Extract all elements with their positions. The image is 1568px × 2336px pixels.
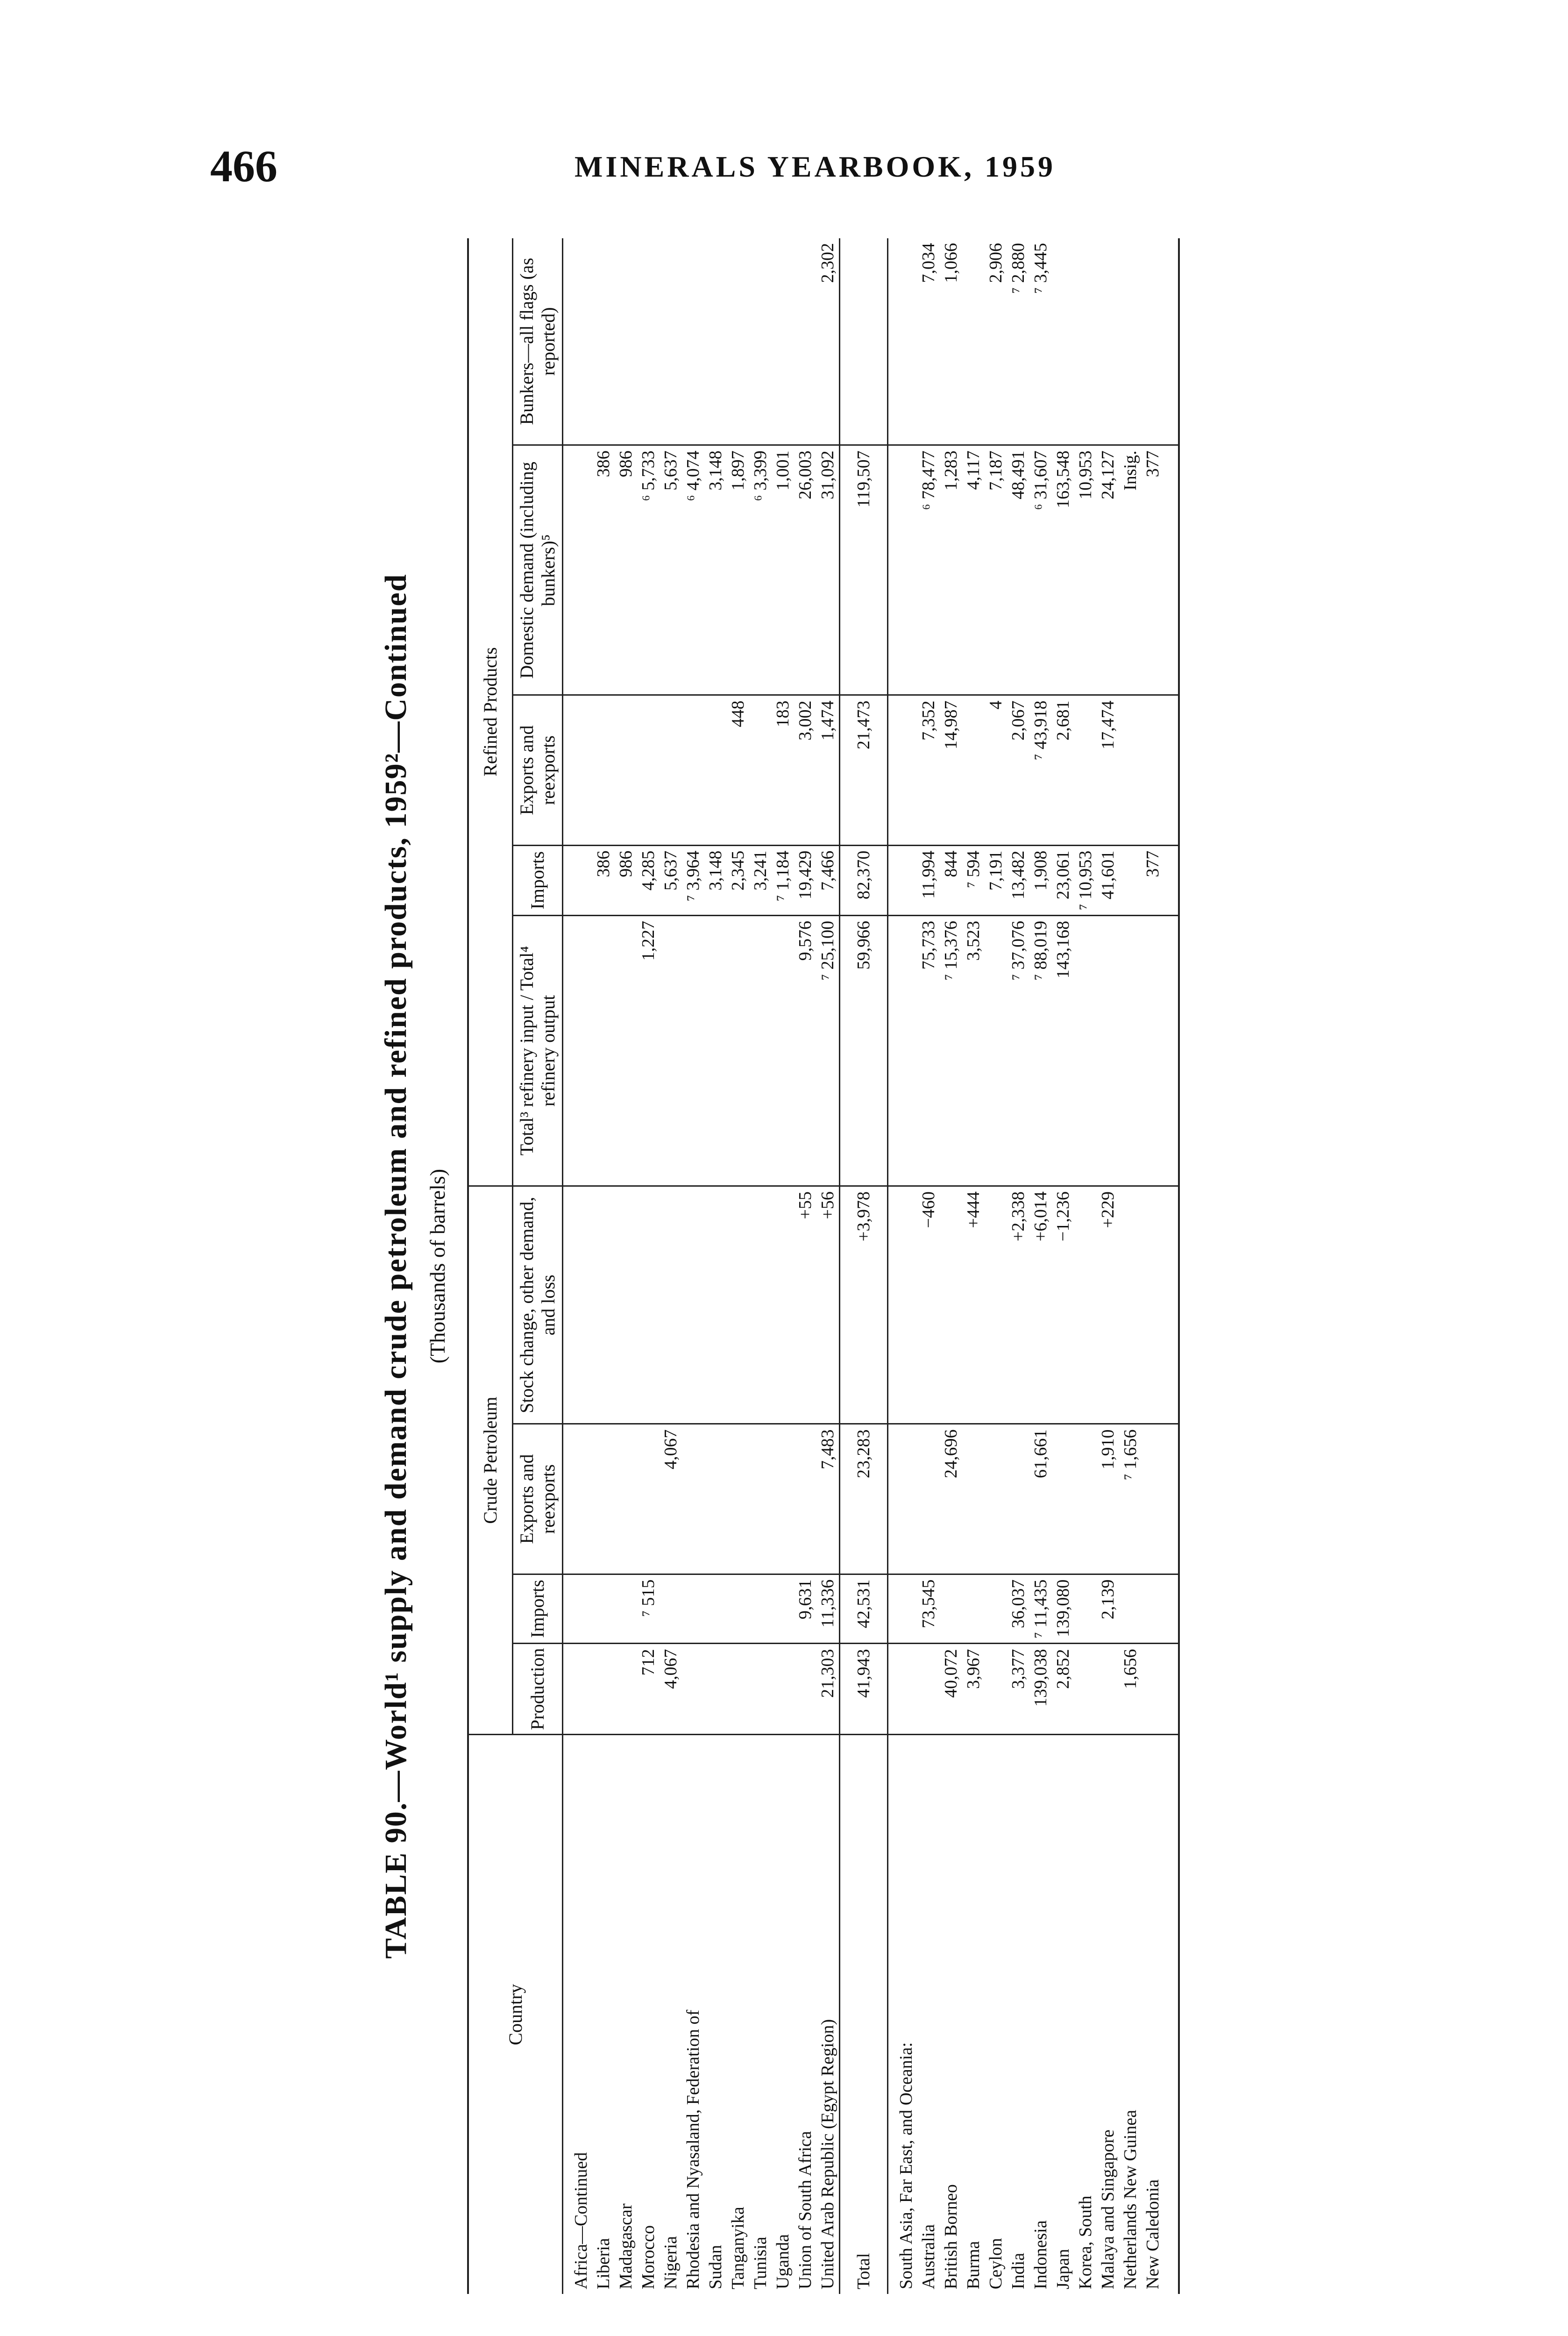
- value-cell: +229: [1097, 1186, 1119, 1424]
- table-units: (Thousands of barrels): [426, 1168, 449, 1364]
- value-cell: −460: [917, 1186, 940, 1424]
- country-cell: United Arab Republic (Egypt Region): [818, 2019, 837, 2289]
- value-cell: [749, 1424, 772, 1574]
- value-cell: [615, 238, 637, 445]
- value-cell: 11,336: [816, 1574, 840, 1644]
- value-cell: [794, 1424, 816, 1574]
- empty-cell: [888, 445, 918, 695]
- value-cell: ⁷ 88,019: [1029, 915, 1052, 1186]
- value-cell: 4: [985, 695, 1007, 845]
- value-cell: [704, 1644, 727, 1735]
- value-cell: [727, 1644, 749, 1735]
- value-cell: 986: [615, 445, 637, 695]
- country-cell: Morocco: [639, 2225, 658, 2289]
- value-cell: 7,483: [816, 1424, 840, 1574]
- value-cell: 1,227: [637, 915, 660, 1186]
- value-cell: 1,474: [816, 695, 840, 845]
- value-cell: [1074, 695, 1097, 845]
- value-cell: [727, 1186, 749, 1424]
- empty-cell: [888, 1186, 918, 1424]
- country-cell: Tanganyika: [728, 2207, 748, 2289]
- country-cell: Total: [840, 1735, 888, 2294]
- column-header: Exports and reexports: [513, 695, 563, 845]
- value-cell: [704, 238, 727, 445]
- value-cell: ⁷ 3,964: [682, 845, 704, 915]
- value-cell: +55: [794, 1186, 816, 1424]
- empty-cell: [563, 1424, 593, 1574]
- value-cell: [660, 695, 682, 845]
- value-cell: 11,994: [917, 845, 940, 915]
- value-cell: [962, 1424, 985, 1574]
- value-cell: [1142, 1424, 1179, 1574]
- value-cell: [682, 695, 704, 845]
- table-row: [1074, 238, 1097, 2294]
- value-cell: [1142, 1574, 1179, 1644]
- table-row: [1029, 238, 1052, 2294]
- value-cell: +56: [816, 1186, 840, 1424]
- value-cell: +2,338: [1007, 1186, 1029, 1424]
- value-cell: [1119, 695, 1142, 845]
- country-cell: Sudan: [706, 2245, 725, 2289]
- value-cell: 31,092: [816, 445, 840, 695]
- value-cell: [1119, 915, 1142, 1186]
- empty-cell: [563, 915, 593, 1186]
- empty-cell: [888, 1574, 918, 1644]
- value-cell: 386: [592, 845, 615, 915]
- empty-cell: [888, 1644, 918, 1735]
- country-cell: Netherlands New Guinea: [1121, 2109, 1140, 2289]
- value-cell: [592, 1644, 615, 1735]
- value-cell: [940, 1574, 962, 1644]
- table-title: TABLE 90.—World¹ supply and demand crude petroleum and refined products, 1959²—Continued: [379, 573, 413, 1959]
- value-cell: 3,377: [1007, 1644, 1029, 1735]
- value-cell: 986: [615, 845, 637, 915]
- country-cell: Madagascar: [616, 2203, 636, 2289]
- value-cell: [637, 238, 660, 445]
- value-cell: ⁷ 515: [637, 1574, 660, 1644]
- empty-cell: [563, 1644, 593, 1735]
- value-cell: ⁷ 15,376: [940, 915, 962, 1186]
- value-cell: ⁷ 11,435: [1029, 1574, 1052, 1644]
- country-cell: Union of South Africa: [795, 2131, 815, 2289]
- value-cell: 1,283: [940, 445, 962, 695]
- value-cell: 1,066: [940, 238, 962, 445]
- value-cell: [962, 238, 985, 445]
- table-row: [1119, 238, 1142, 2294]
- value-cell: 143,168: [1052, 915, 1074, 1186]
- country-column-header: Country: [468, 1735, 563, 2294]
- value-cell: 7,034: [917, 238, 940, 445]
- country-cell: Rhodesia and Nyasaland, Federation of: [683, 2009, 703, 2289]
- value-cell: [749, 1186, 772, 1424]
- empty-cell: [888, 238, 918, 445]
- value-cell: [772, 238, 794, 445]
- value-cell: [615, 1574, 637, 1644]
- value-cell: [1119, 1186, 1142, 1424]
- value-cell: [985, 1424, 1007, 1574]
- country-cell: Nigeria: [661, 2236, 681, 2289]
- column-header: Imports: [513, 1574, 563, 1644]
- country-cell: Australia: [919, 2224, 938, 2289]
- value-cell: 14,987: [940, 695, 962, 845]
- value-cell: −1,236: [1052, 1186, 1074, 1424]
- table-row: [592, 238, 615, 2294]
- value-cell: [840, 238, 888, 445]
- empty-cell: [888, 1424, 918, 1574]
- value-cell: 7,187: [985, 445, 1007, 695]
- value-cell: [592, 1424, 615, 1574]
- value-cell: [660, 1574, 682, 1644]
- value-cell: 13,482: [1007, 845, 1029, 915]
- total-row: [840, 238, 888, 2294]
- value-cell: ⁶ 78,477: [917, 445, 940, 695]
- empty-cell: [888, 845, 918, 915]
- value-cell: 2,302: [816, 238, 840, 445]
- value-cell: 7,191: [985, 845, 1007, 915]
- value-cell: [749, 915, 772, 1186]
- value-cell: 24,696: [940, 1424, 962, 1574]
- value-cell: [1074, 1644, 1097, 1735]
- value-cell: 3,967: [962, 1644, 985, 1735]
- value-cell: 26,003: [794, 445, 816, 695]
- value-cell: ⁷ 594: [962, 845, 985, 915]
- column-header: Imports: [513, 845, 563, 915]
- value-cell: ⁶ 4,074: [682, 445, 704, 695]
- value-cell: 3,523: [962, 915, 985, 1186]
- value-cell: +3,978: [840, 1186, 888, 1424]
- empty-cell: [563, 695, 593, 845]
- crude-petroleum-group-header: Crude Petroleum: [468, 1186, 513, 1735]
- value-cell: [727, 1574, 749, 1644]
- country-cell: Uganda: [773, 2234, 793, 2289]
- country-cell: Indonesia: [1031, 2220, 1050, 2289]
- rotated-table-container: [378, 238, 1327, 2294]
- value-cell: [682, 1644, 704, 1735]
- value-cell: 2,852: [1052, 1644, 1074, 1735]
- value-cell: [1074, 1186, 1097, 1424]
- value-cell: [592, 1574, 615, 1644]
- value-cell: [962, 695, 985, 845]
- table-row: [794, 238, 816, 2294]
- value-cell: [749, 1644, 772, 1735]
- value-cell: [682, 1424, 704, 1574]
- value-cell: 844: [940, 845, 962, 915]
- table-row: [615, 238, 637, 2294]
- value-cell: [962, 1574, 985, 1644]
- value-cell: 4,067: [660, 1644, 682, 1735]
- table-row: [1097, 238, 1119, 2294]
- value-cell: ⁷ 43,918: [1029, 695, 1052, 845]
- value-cell: [772, 1574, 794, 1644]
- value-cell: 61,661: [1029, 1424, 1052, 1574]
- value-cell: 9,576: [794, 915, 816, 1186]
- value-cell: [592, 238, 615, 445]
- country-cell: Japan: [1053, 2249, 1073, 2289]
- value-cell: [637, 1186, 660, 1424]
- value-cell: 2,345: [727, 845, 749, 915]
- value-cell: [660, 915, 682, 1186]
- value-cell: 41,601: [1097, 845, 1119, 915]
- empty-cell: [563, 845, 593, 915]
- refined-products-group-header: Refined Products: [468, 238, 513, 1186]
- value-cell: 1,001: [772, 445, 794, 695]
- table-row: [1007, 238, 1029, 2294]
- value-cell: [1142, 915, 1179, 1186]
- value-cell: [1142, 1186, 1179, 1424]
- country-cell: Ceylon: [986, 2238, 1006, 2289]
- column-header: Bunkers—all flags (as reported): [513, 238, 563, 445]
- value-cell: +6,014: [1029, 1186, 1052, 1424]
- value-cell: [1097, 238, 1119, 445]
- table-row: [917, 238, 940, 2294]
- value-cell: 3,241: [749, 845, 772, 915]
- table-row: [637, 238, 660, 2294]
- value-cell: [1119, 238, 1142, 445]
- value-cell: [592, 1186, 615, 1424]
- running-head: MINERALS YEARBOOK, 1959: [575, 150, 1056, 183]
- section-title: Africa—Continued: [571, 2152, 591, 2289]
- value-cell: [704, 1574, 727, 1644]
- country-cell: Malaya and Singapore: [1098, 2129, 1118, 2289]
- value-cell: [1007, 1424, 1029, 1574]
- value-cell: 9,631: [794, 1574, 816, 1644]
- table-row: [816, 238, 840, 2294]
- value-cell: [704, 915, 727, 1186]
- value-cell: [1142, 695, 1179, 845]
- value-cell: [682, 238, 704, 445]
- value-cell: ⁷ 37,076: [1007, 915, 1029, 1186]
- column-header: Total³ refinery input / Total⁴ refinery output: [513, 915, 563, 1186]
- section-title: South Asia, Far East, and Oceania:: [896, 2042, 916, 2289]
- value-cell: 42,531: [840, 1574, 888, 1644]
- page-header: [0, 140, 1568, 196]
- empty-cell: [888, 695, 918, 845]
- section-header-row: [888, 238, 918, 2294]
- country-cell: British Borneo: [941, 2184, 961, 2289]
- value-cell: 1,897: [727, 445, 749, 695]
- country-cell: New Caledonia: [1142, 1735, 1179, 2294]
- country-cell: Liberia: [594, 2238, 613, 2289]
- column-header: Production: [513, 1644, 563, 1735]
- value-cell: 3,148: [704, 845, 727, 915]
- value-cell: [985, 1574, 1007, 1644]
- value-cell: 40,072: [940, 1644, 962, 1735]
- value-cell: [772, 1186, 794, 1424]
- empty-cell: [563, 238, 593, 445]
- value-cell: 5,637: [660, 845, 682, 915]
- value-cell: [615, 1186, 637, 1424]
- value-cell: 17,474: [1097, 695, 1119, 845]
- value-cell: 21,303: [816, 1644, 840, 1735]
- value-cell: 139,038: [1029, 1644, 1052, 1735]
- value-cell: [704, 1186, 727, 1424]
- value-cell: [637, 695, 660, 845]
- value-cell: [1074, 1574, 1097, 1644]
- supply-demand-table: [467, 238, 1180, 2294]
- value-cell: 2,139: [1097, 1574, 1119, 1644]
- value-cell: 2,906: [985, 238, 1007, 445]
- value-cell: Insig.: [1119, 445, 1142, 695]
- value-cell: 183: [772, 695, 794, 845]
- value-cell: 4,067: [660, 1424, 682, 1574]
- empty-cell: [563, 1186, 593, 1424]
- table-row: [962, 238, 985, 2294]
- table-row: [704, 238, 727, 2294]
- value-cell: 386: [592, 445, 615, 695]
- value-cell: [794, 1644, 816, 1735]
- value-cell: 21,473: [840, 695, 888, 845]
- value-cell: 48,491: [1007, 445, 1029, 695]
- value-cell: [794, 238, 816, 445]
- value-cell: [1052, 1424, 1074, 1574]
- value-cell: [772, 915, 794, 1186]
- value-cell: ⁷ 1,656: [1119, 1424, 1142, 1574]
- value-cell: 448: [727, 695, 749, 845]
- table-row: [772, 238, 794, 2294]
- value-cell: ⁷ 3,445: [1029, 238, 1052, 445]
- value-cell: 73,545: [917, 1574, 940, 1644]
- value-cell: [749, 695, 772, 845]
- value-cell: ⁷ 25,100: [816, 915, 840, 1186]
- value-cell: ⁶ 3,399: [749, 445, 772, 695]
- table-row: [985, 238, 1007, 2294]
- value-cell: 23,283: [840, 1424, 888, 1574]
- value-cell: [660, 238, 682, 445]
- value-cell: [940, 1186, 962, 1424]
- table-row: [749, 238, 772, 2294]
- value-cell: 4,285: [637, 845, 660, 915]
- value-cell: [772, 1644, 794, 1735]
- value-cell: 1,908: [1029, 845, 1052, 915]
- empty-cell: [563, 1574, 593, 1644]
- value-cell: [637, 1424, 660, 1574]
- value-cell: ⁶ 5,733: [637, 445, 660, 695]
- value-cell: [615, 1424, 637, 1574]
- value-cell: 7,352: [917, 695, 940, 845]
- table-row: [1052, 238, 1074, 2294]
- country-cell: Korea, South: [1076, 2195, 1095, 2289]
- value-cell: 377: [1142, 845, 1179, 915]
- value-cell: [985, 915, 1007, 1186]
- value-cell: 5,637: [660, 445, 682, 695]
- value-cell: 24,127: [1097, 445, 1119, 695]
- country-cell: Burma: [964, 2241, 983, 2289]
- value-cell: 82,370: [840, 845, 888, 915]
- table-row: [727, 238, 749, 2294]
- value-cell: [660, 1186, 682, 1424]
- value-cell: 712: [637, 1644, 660, 1735]
- value-cell: +444: [962, 1186, 985, 1424]
- table-row: [660, 238, 682, 2294]
- value-cell: ⁷ 10,953: [1074, 845, 1097, 915]
- table-body: [563, 238, 1179, 2294]
- value-cell: [682, 1186, 704, 1424]
- value-cell: 119,507: [840, 445, 888, 695]
- value-cell: 377: [1142, 445, 1179, 695]
- value-cell: [704, 1424, 727, 1574]
- value-cell: 36,037: [1007, 1574, 1029, 1644]
- value-cell: [985, 1644, 1007, 1735]
- empty-cell: [888, 915, 918, 1186]
- value-cell: ⁶ 31,607: [1029, 445, 1052, 695]
- value-cell: 2,067: [1007, 695, 1029, 845]
- value-cell: 23,061: [1052, 845, 1074, 915]
- value-cell: [615, 695, 637, 845]
- column-header: Exports and reexports: [513, 1424, 563, 1574]
- table-row: [682, 238, 704, 2294]
- country-cell: India: [1008, 2252, 1028, 2289]
- value-cell: [1142, 1644, 1179, 1735]
- value-cell: [917, 1424, 940, 1574]
- value-cell: [1142, 238, 1179, 445]
- value-cell: 3,002: [794, 695, 816, 845]
- value-cell: [1097, 915, 1119, 1186]
- value-cell: [682, 915, 704, 1186]
- value-cell: 3,148: [704, 445, 727, 695]
- value-cell: [1052, 238, 1074, 445]
- value-cell: 139,080: [1052, 1574, 1074, 1644]
- value-cell: [682, 1574, 704, 1644]
- value-cell: [749, 1574, 772, 1644]
- value-cell: [1119, 1574, 1142, 1644]
- value-cell: 163,548: [1052, 445, 1074, 695]
- value-cell: [727, 238, 749, 445]
- value-cell: 7,466: [816, 845, 840, 915]
- value-cell: [592, 915, 615, 1186]
- value-cell: [1074, 1424, 1097, 1574]
- value-cell: ⁷ 2,880: [1007, 238, 1029, 445]
- value-cell: [1074, 238, 1097, 445]
- table-row: [940, 238, 962, 2294]
- value-cell: [727, 915, 749, 1186]
- empty-cell: [563, 445, 593, 695]
- section-header-row: [563, 238, 593, 2294]
- value-cell: [985, 1186, 1007, 1424]
- value-cell: 10,953: [1074, 445, 1097, 695]
- column-header: Stock change, other demand, and loss: [513, 1186, 563, 1424]
- page-number: 466: [210, 141, 277, 191]
- value-cell: [1097, 1644, 1119, 1735]
- value-cell: [1119, 845, 1142, 915]
- value-cell: [704, 695, 727, 845]
- value-cell: 2,681: [1052, 695, 1074, 845]
- value-cell: [917, 1644, 940, 1735]
- value-cell: [1074, 915, 1097, 1186]
- value-cell: 4,117: [962, 445, 985, 695]
- value-cell: 41,943: [840, 1644, 888, 1735]
- value-cell: [749, 238, 772, 445]
- value-cell: 75,733: [917, 915, 940, 1186]
- value-cell: 19,429: [794, 845, 816, 915]
- value-cell: ⁷ 1,184: [772, 845, 794, 915]
- value-cell: 1,656: [1119, 1644, 1142, 1735]
- value-cell: [615, 915, 637, 1186]
- value-cell: 1,910: [1097, 1424, 1119, 1574]
- value-cell: [727, 1424, 749, 1574]
- value-cell: [615, 1644, 637, 1735]
- table-row: [1142, 238, 1179, 2294]
- value-cell: [592, 695, 615, 845]
- value-cell: 59,966: [840, 915, 888, 1186]
- column-header: Domestic demand (including bunkers)⁵: [513, 445, 563, 695]
- value-cell: [772, 1424, 794, 1574]
- country-cell: Tunisia: [751, 2236, 770, 2289]
